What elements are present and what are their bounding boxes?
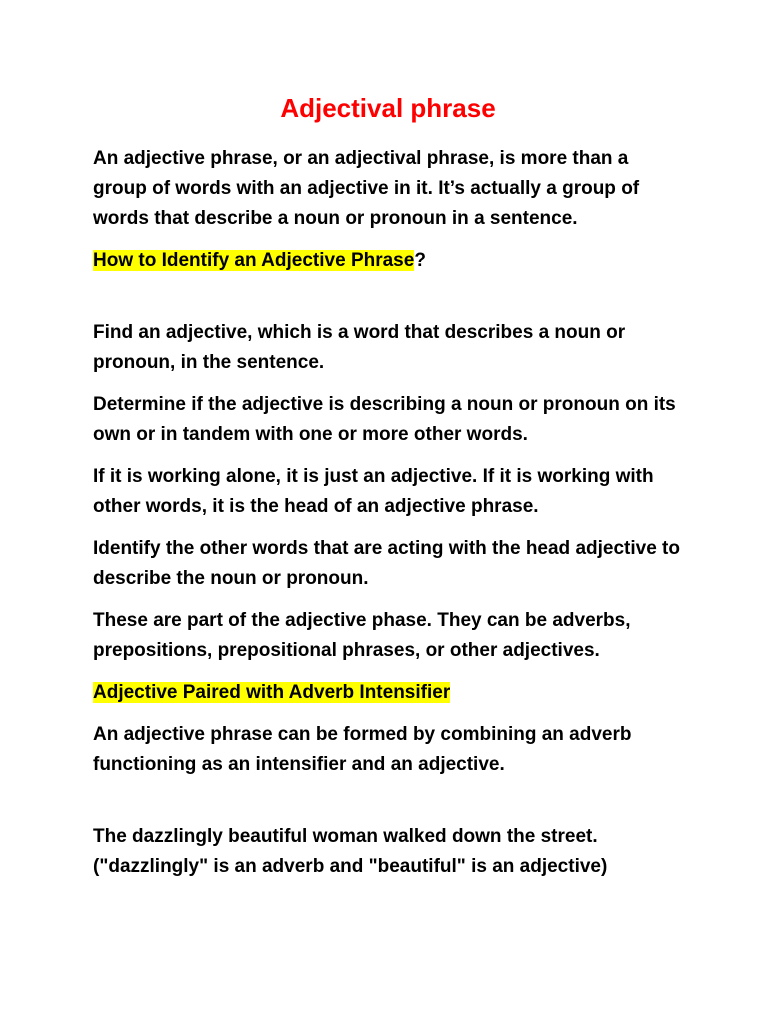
intro-paragraph: An adjective phrase, or an adjectival phrase, is more than a group of words with an adjective in it. It’s actually a group of words that describe a noun or pronoun in a sentence. [93,148,640,229]
highlighted-heading-text-2: Adjective Paired with Adverb Intensifier [93,682,451,703]
example-note: ("dazzlingly" is an adverb and "beautiful" is an adjective) [93,856,608,877]
blank-line-2 [93,792,683,822]
step-paragraph-1: Find an adjective, which is a word that describes a noun or pronoun, in the sentence. [93,322,626,373]
blank-line [93,288,683,318]
example-sentence: The dazzlingly beautiful woman walked down the street. [93,826,598,847]
step-paragraph-2: Determine if the adjective is describing a noun or pronoun on its own or in tandem with one or more other words. [93,394,676,445]
section-heading-paired [93,678,683,708]
heading-question-mark: ? [414,250,426,271]
document-content [93,92,683,894]
page-title: Adjectival phrase [280,93,496,123]
section-heading-identify [93,246,683,276]
step-paragraph-3: If it is working alone, it is just an adjective. If it is working with other words, it is the head of an adjective phrase. [93,466,654,517]
paired-explanation-paragraph: An adjective phrase can be formed by combining an adverb functioning as an intensifier and an adjective. [93,724,632,775]
step-paragraph-5: These are part of the adjective phase. They can be adverbs, prepositions, prepositional phrases, or other adjectives. [93,610,631,661]
example-paragraph [93,822,683,882]
highlighted-heading-text: How to Identify an Adjective Phrase [93,250,415,271]
step-paragraph-4: Identify the other words that are acting with the head adjective to describe the noun or pronoun. [93,538,680,589]
